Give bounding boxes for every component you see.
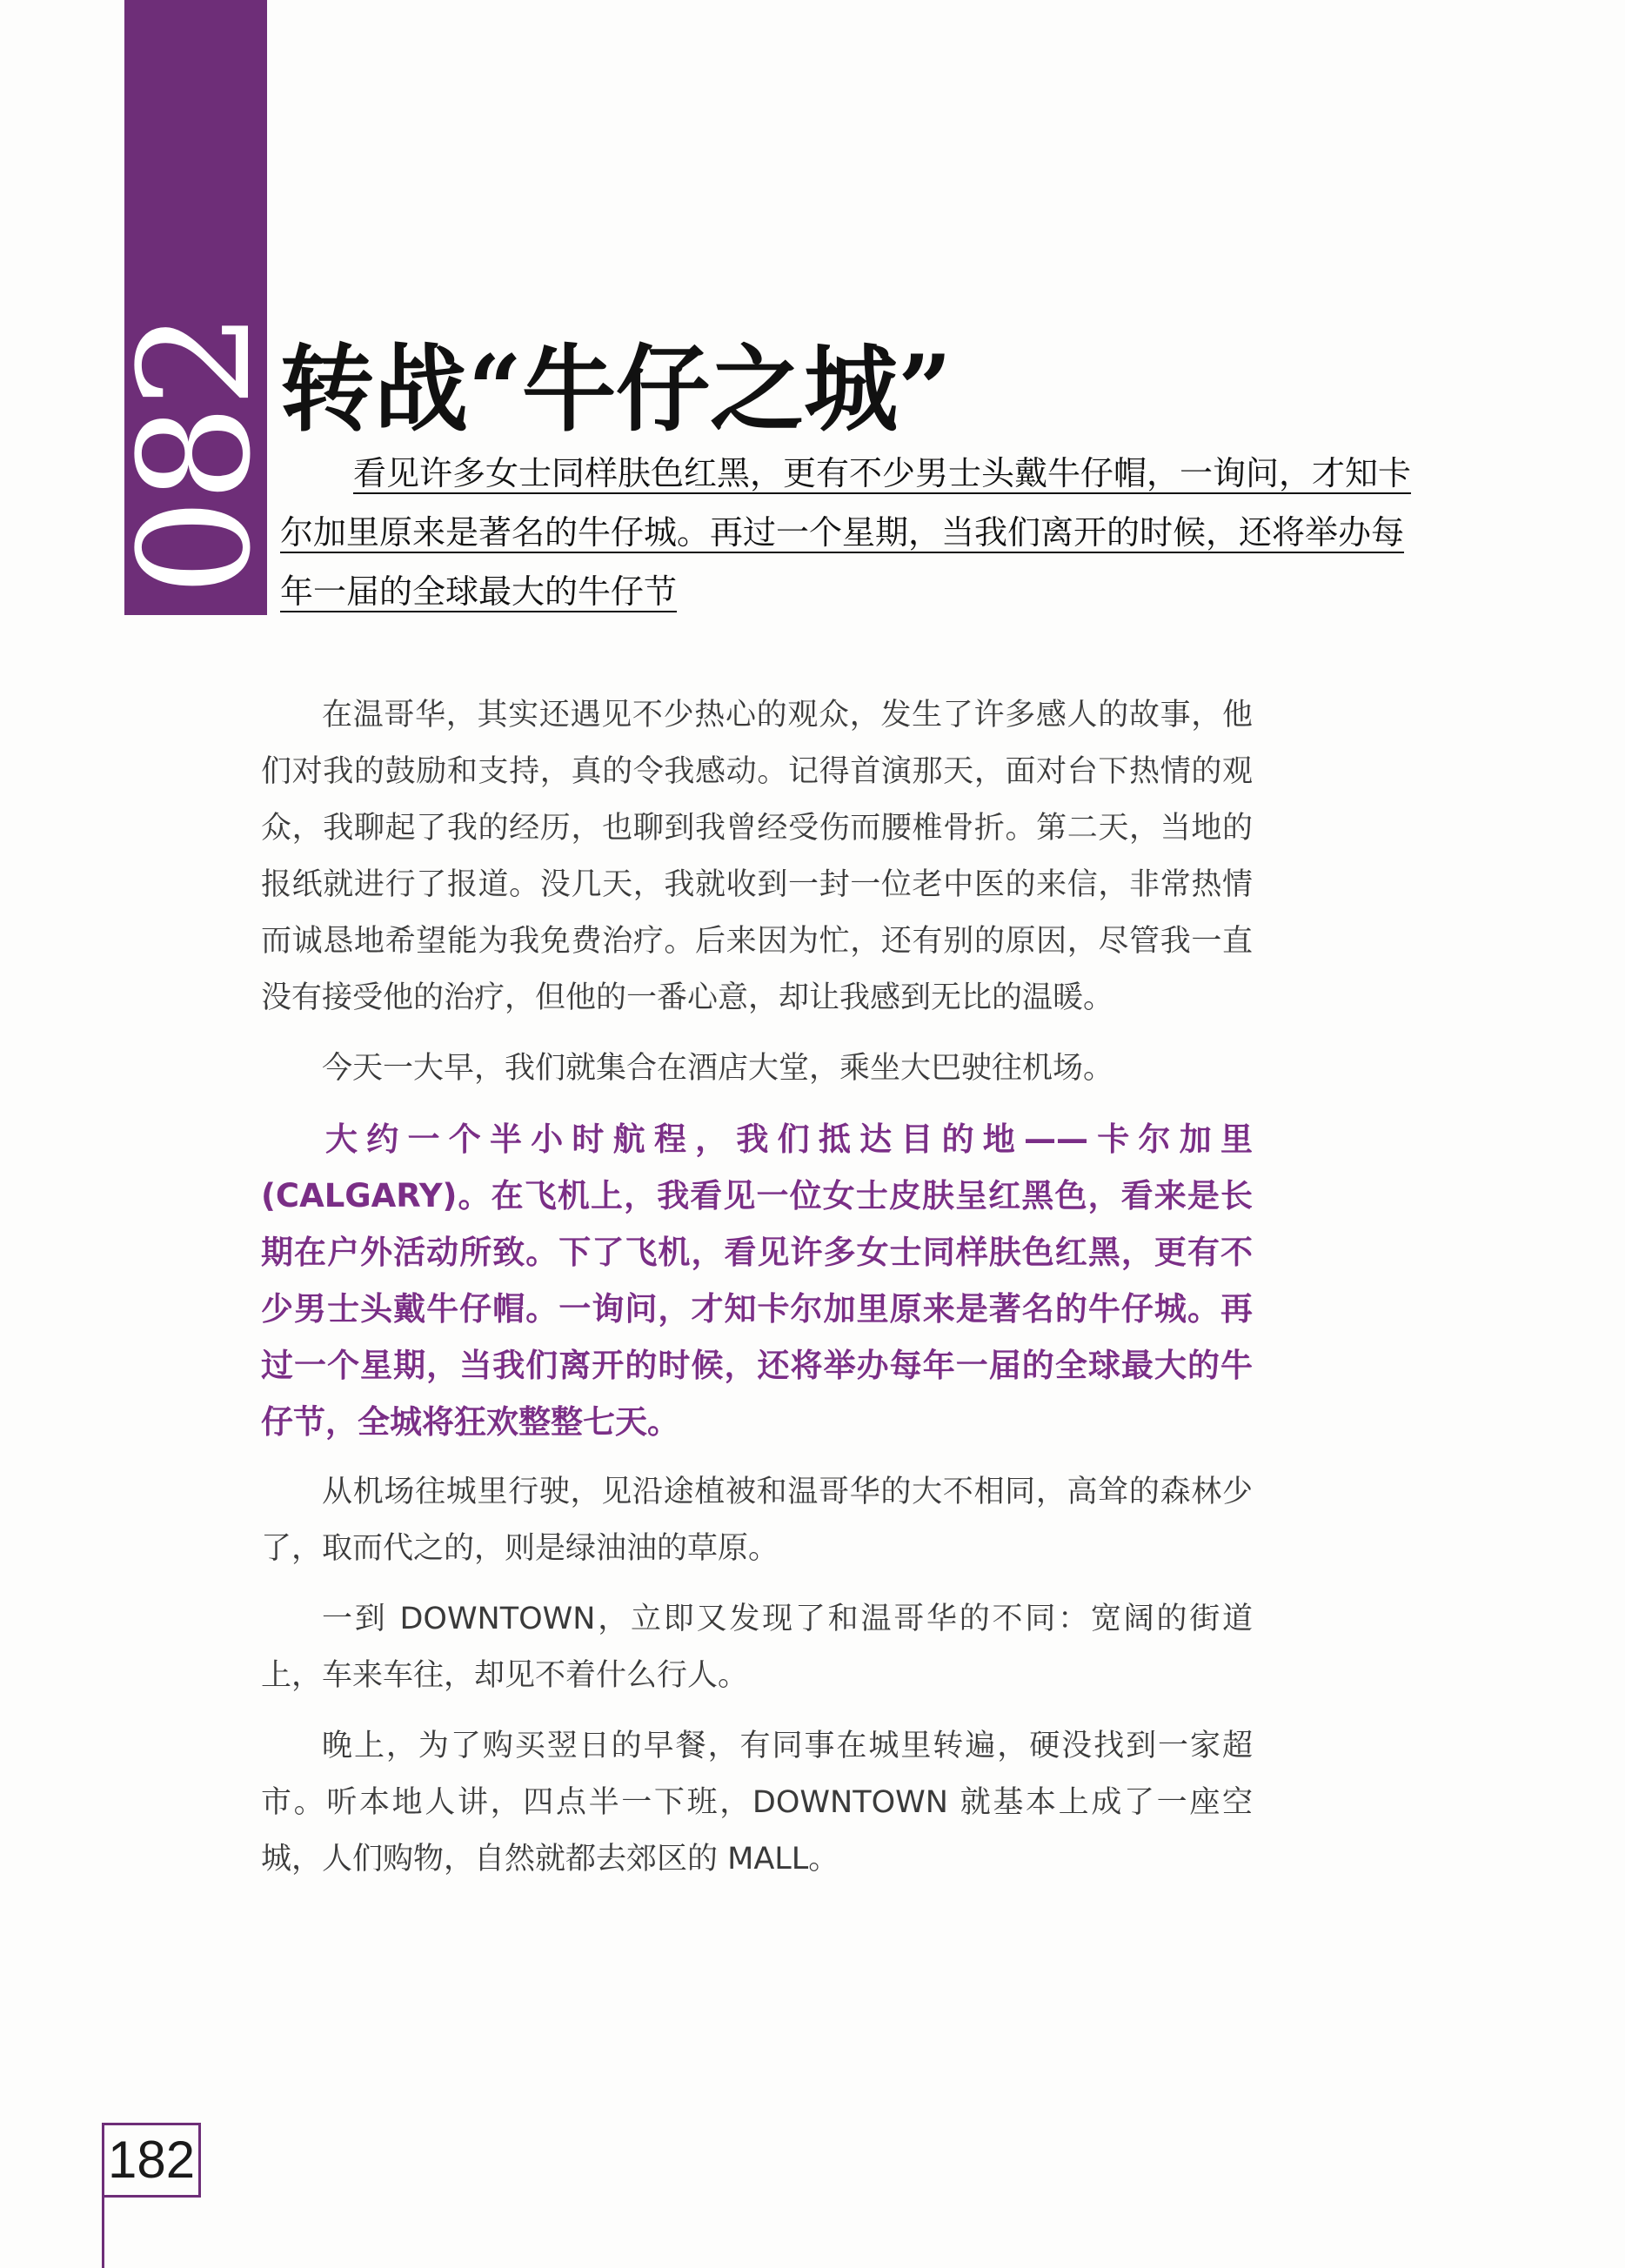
body-paragraph: 在温哥华，其实还遇见不少热心的观众，发生了许多感人的故事，他们对我的鼓励和支持，真的令我感动。记得首演那天，面对台下热情的观众，我聊起了我的经历，也聊到我曾经受伤而腰椎骨折。第二天，当地的报纸就进行了报道。没几天，我就收到一封一位老中医的来信，非常热情而诚恳地希望能为我免费治疗。后来因为忙，还有别的原因，尽管我一直没有接受他的治疗，但他的一番心意，却让我感到无比的温暖。 <box>261 698 1253 1015</box>
chapter-number: 082 <box>106 313 284 596</box>
body-paragraph: 晚上，为了购买翌日的早餐，有同事在城里转遍，硬没找到一家超市。听本地人讲，四点半一下班，DOWNTOWN 就基本上成了一座空城，人们购物，自然就都去郊区的 MALL。 <box>261 1729 1253 1877</box>
chapter-intro: 看见许多女士同样肤色红黑，更有不少男士头戴牛仔帽，一询问，才知卡尔加里原来是著名的牛仔城。再过一个星期，当我们离开的时候，还将举办每年一届的全球最大的牛仔节 <box>280 454 1412 611</box>
body-paragraph: 今天一大早，我们就集合在酒店大堂，乘坐大巴驶往机场。 <box>322 1051 1114 1086</box>
body-text <box>261 687 1253 1902</box>
chapter-title: 转战“牛仔之城” <box>280 335 953 445</box>
body-paragraph: 从机场往城里行驶，见沿途植被和温哥华的大不相同，高耸的森林少了，取而代之的，则是绿油油的草原。 <box>261 1475 1253 1566</box>
page-number: 182 <box>102 2123 201 2198</box>
highlighted-paragraph: 大约一个半小时航程，我们抵达目的地——卡尔加里(CALGARY)。在飞机上，我看见一位女士皮肤呈红黑色，看来是长期在户外活动所致。下了飞机，看见许多女士同样肤色红黑，更有不少男士头戴牛仔帽。一询问，才知卡尔加里原来是著名的牛仔城。再过一个星期，当我们离开的时候，还将举办每年一届的全球最大的牛仔节，全城将狂欢整整七天。 <box>261 1121 1253 1441</box>
chapter-number-block <box>106 294 284 615</box>
footer-rule <box>102 2198 104 2268</box>
body-paragraph: 一到 DOWNTOWN，立即又发现了和温哥华的不同：宽阔的街道上，车来车往，却见不着什么行人。 <box>261 1602 1253 1693</box>
